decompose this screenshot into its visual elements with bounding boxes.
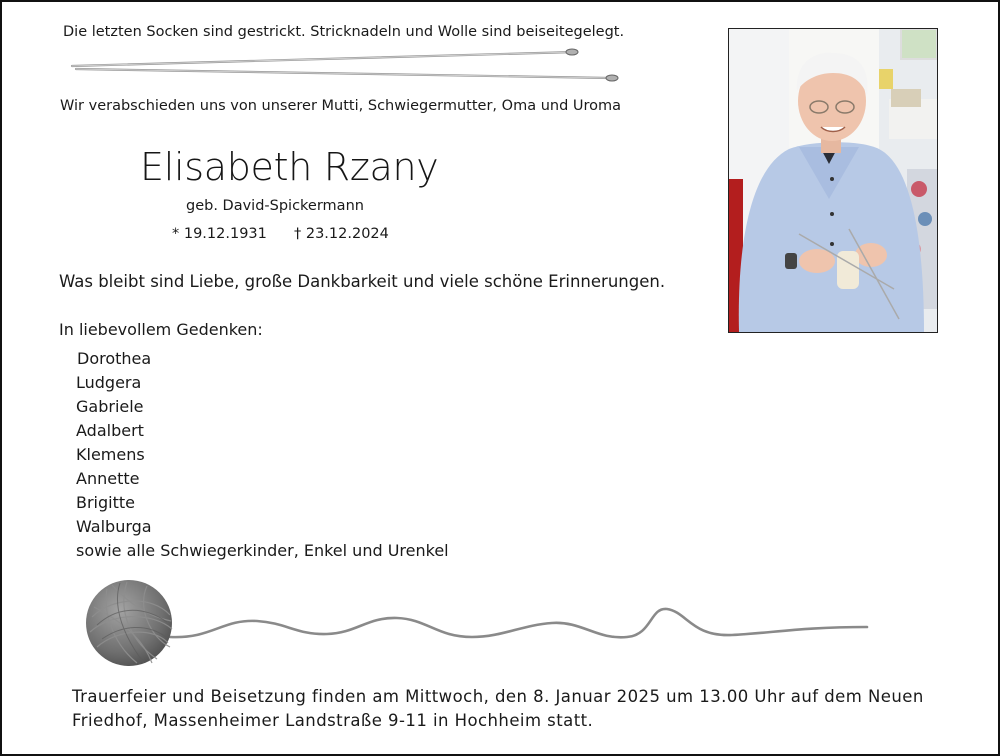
mourner-name: Gabriele xyxy=(76,397,144,416)
deceased-name: Elisabeth Rzany xyxy=(140,145,439,189)
yarn-ball-icon xyxy=(82,577,882,672)
memorial-quote: Was bleibt sind Liebe, große Dankbarkeit und viele schöne Erinnerungen. xyxy=(59,272,666,291)
mourner-name: Dorothea xyxy=(77,349,152,368)
intro-line: Die letzten Socken sind gestrickt. Stricknadeln und Wolle sind beiseitegelegt. xyxy=(63,24,625,40)
mourner-name: Annette xyxy=(76,469,140,488)
mourners-list xyxy=(76,347,152,539)
portrait-photo xyxy=(728,28,938,333)
birth-date: * 19.12.1931 xyxy=(172,226,267,242)
birth-name: geb. David-Spickermann xyxy=(186,198,364,214)
mourner-name: Brigitte xyxy=(76,493,135,512)
mourner-name: Adalbert xyxy=(76,421,144,440)
farewell-line: Wir verabschieden uns von unserer Mutti, Schwiegermutter, Oma und Uroma xyxy=(60,98,622,114)
death-date: † 23.12.2024 xyxy=(294,226,389,242)
mourner-name: Walburga xyxy=(76,517,152,536)
portrait-photo-drawing xyxy=(729,29,937,332)
mourner-name: Klemens xyxy=(76,445,145,464)
mourners-extra: sowie alle Schwiegerkinder, Enkel und Urenkel xyxy=(76,541,449,560)
ceremony-info: Trauerfeier und Beisetzung finden am Mittwoch, den 8. Januar 2025 um 13.00 Uhr auf dem Neuen Friedhof, Massenheimer Landstraße 9-11 in Hochheim statt. xyxy=(72,687,924,730)
memory-heading: In liebevollem Gedenken: xyxy=(59,320,263,339)
mourner-name: Ludgera xyxy=(76,373,142,392)
knitting-needles-icon xyxy=(70,44,630,88)
